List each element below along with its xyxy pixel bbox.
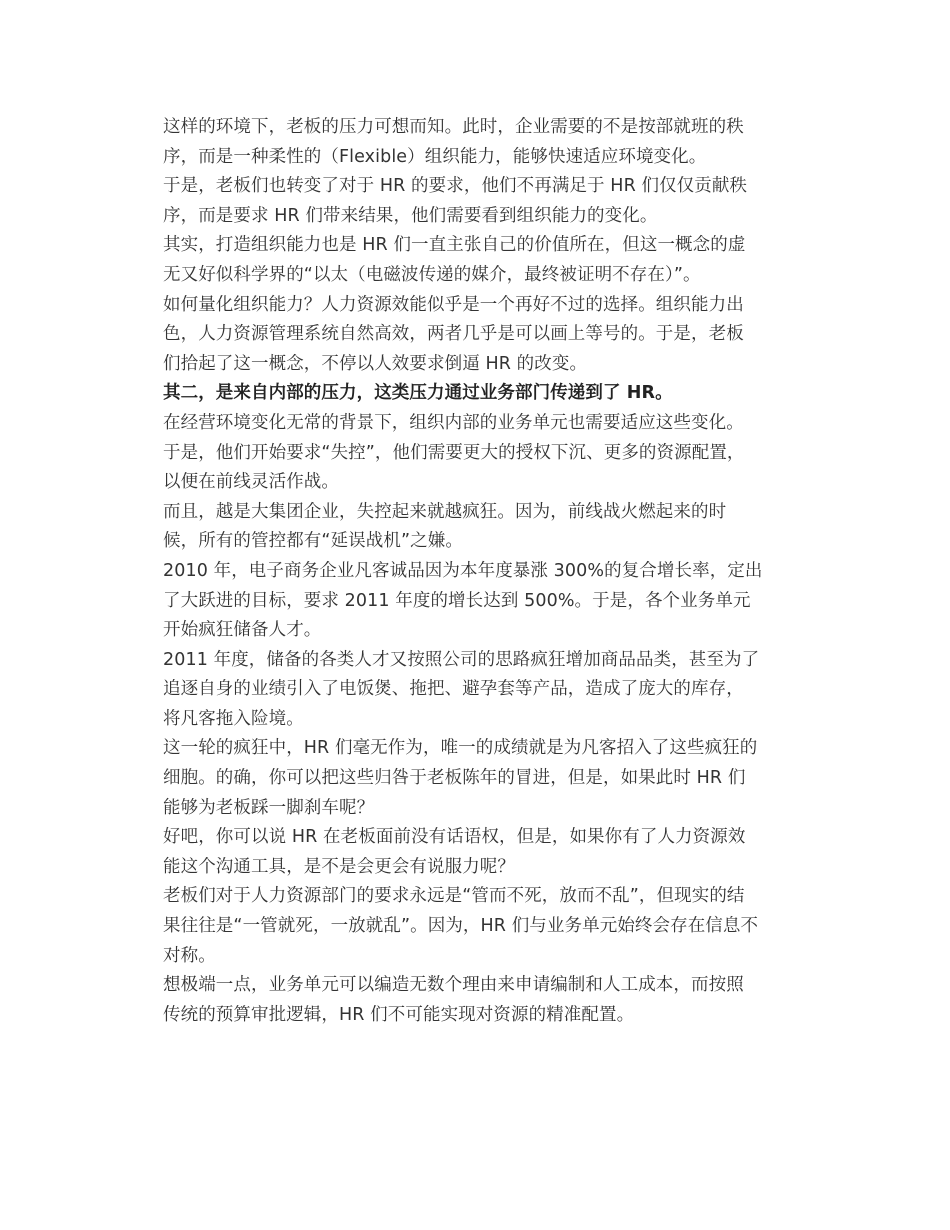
text-line: 这一轮的疯狂中，HR 们毫无作为，唯一的成绩就是为凡客招入了这些疯狂的 [163,738,758,759]
text-line: 序，而是一种柔性的（Flexible）组织能力，能够快速适应环境变化。 [163,146,707,167]
paragraph-10 [163,734,793,823]
text-line: 对称。 [163,945,216,966]
paragraph-4 [163,291,793,380]
text-line: 色，人力资源管理系统自然高效，两者几乎是可以画上等号的。于是，老板 [163,324,744,345]
text-line: 了大跃进的目标，要求 2011 年度的增长达到 500%。于是，各个业务单元 [163,590,751,611]
paragraph-8 [163,557,793,646]
text-line: 以便在前线灵活作战。 [163,472,339,493]
paragraph-11 [163,823,793,882]
text-line: 如何量化组织能力？人力资源效能似乎是一个再好不过的选择。组织能力出 [163,294,744,315]
text-line: 开始疯狂储备人才。 [163,620,322,641]
paragraph-13 [163,971,793,1030]
paragraph-3 [163,231,793,290]
text-line: 们拾起了这一概念，不停以人效要求倒逼 HR 的改变。 [163,353,588,374]
text-line: 老板们对于人力资源部门的要求永远是“管而不死，放而不乱”，但现实的结 [163,886,745,907]
paragraph-6 [163,409,793,498]
text-line: 其实，打造组织能力也是 HR 们一直主张自己的价值所在，但这一概念的虚 [163,235,746,256]
text-line: 好吧，你可以说 HR 在老板面前没有话语权，但是，如果你有了人力资源效 [163,827,746,848]
text-line: 2010 年，电子商务企业凡客诚品因为本年度暴涨 300%的复合增长率，定出 [163,560,763,581]
text-line: 想极端一点，业务单元可以编造无数个理由来申请编制和人工成本，而按照 [163,975,744,996]
text-line: 候，所有的管控都有“延误战机”之嫌。 [163,531,463,552]
text-line: 在经营环境变化无常的背景下，组织内部的业务单元也需要适应这些变化。 [163,412,744,433]
paragraph-7 [163,498,793,557]
text-line: 细胞。的确，你可以把这些归咎于老板陈年的冒进，但是，如果此时 HR 们 [163,768,746,789]
text-line: 2011 年度，储备的各类人才又按照公司的思路疯狂增加商品品类，甚至为了 [163,649,760,670]
text-line: 传统的预算审批逻辑，HR 们不可能实现对资源的精准配置。 [163,1004,635,1025]
text-line: 于是，他们开始要求“失控”，他们需要更大的授权下沉、更多的资源配置， [163,442,745,463]
text-line: 其二，是来自内部的压力，这类压力通过业务部门传递到了 HR。 [163,383,673,404]
text-line: 将凡客拖入险境。 [163,708,304,729]
text-line: 果往往是“一管就死，一放就乱”。因为，HR 们与业务单元始终会存在信息不 [163,916,759,937]
text-line: 而且，越是大集团企业，失控起来就越疯狂。因为，前线战火燃起来的时 [163,501,727,522]
text-line: 能够为老板踩一脚刹车呢？ [163,797,375,818]
text-line: 无又好似科学界的“以太（电磁波传递的媒介，最终被证明不存在）”。 [163,264,701,285]
paragraph-12 [163,882,793,971]
text-line: 序，而是要求 HR 们带来结果，他们需要看到组织能力的变化。 [163,205,658,226]
text-line: 能这个沟通工具，是不是会更会有说服力呢？ [163,856,515,877]
article-body [163,113,793,1030]
paragraph-2 [163,172,793,231]
paragraph-1 [163,113,793,172]
section-heading [163,379,793,409]
text-line: 于是，老板们也转变了对于 HR 的要求，他们不再满足于 HR 们仅仅贡献秩 [163,176,748,197]
paragraph-9 [163,646,793,735]
text-line: 追逐自身的业绩引入了电饭煲、拖把、避孕套等产品，造成了庞大的库存， [163,679,744,700]
text-line: 这样的环境下，老板的压力可想而知。此时，企业需要的不是按部就班的秩 [163,117,744,137]
